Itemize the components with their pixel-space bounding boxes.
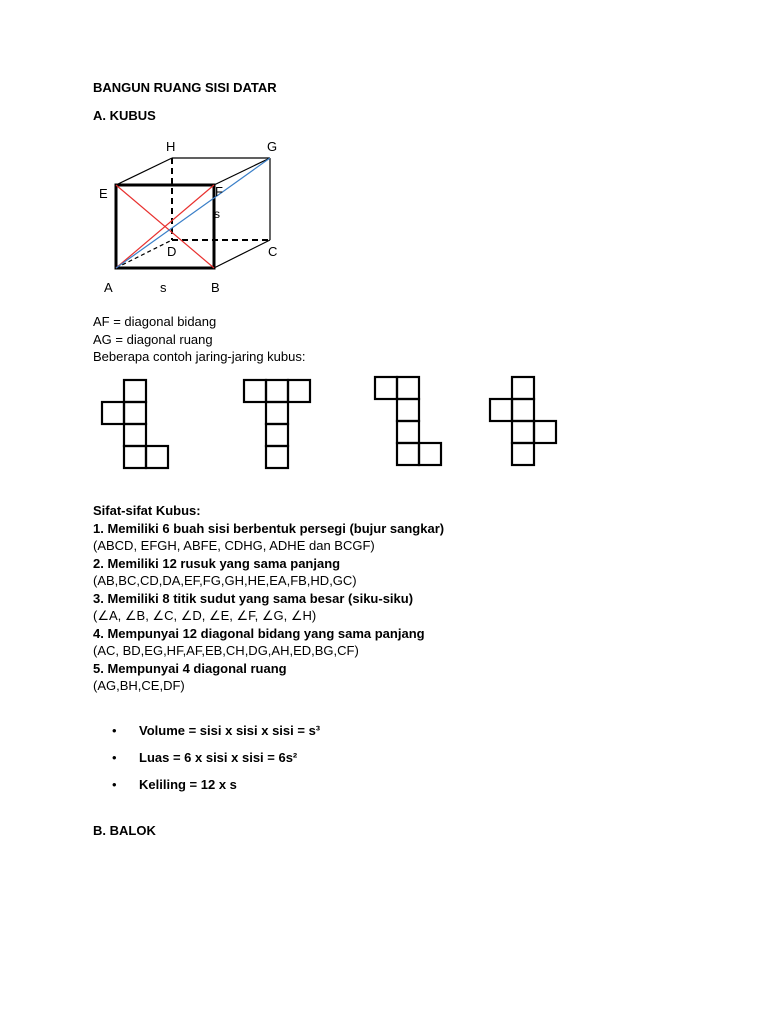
cube-nets	[0, 372, 768, 482]
formula-keliling	[112, 776, 320, 803]
page-title: BANGUN RUANG SISI DATAR	[93, 80, 277, 95]
property-4-detail: (AC, BD,EG,HF,AF,EB,CH,DG,AH,ED,BG,CF)	[93, 643, 359, 658]
formula-volume-text: Volume = sisi x sisi x sisi = s³	[139, 723, 321, 738]
vertex-label-A: A	[104, 280, 113, 295]
definition-ag: AG = diagonal ruang	[93, 331, 213, 347]
formula-luas-text: Luas = 6 x sisi x sisi = 6s²	[139, 750, 298, 765]
vertex-label-H: H	[166, 139, 176, 154]
formula-keliling-text: Keliling = 12 x s	[139, 777, 237, 792]
section-heading-balok: B. BALOK	[93, 823, 156, 838]
edge-FG	[214, 158, 270, 185]
bullet-marker: •	[112, 750, 117, 765]
bullet-marker: •	[112, 723, 117, 738]
section-heading-kubus: A. KUBUS	[93, 108, 156, 123]
vertex-label-D: D	[167, 244, 177, 259]
property-5-detail: (AG,BH,CE,DF)	[93, 678, 185, 693]
property-5-title: 5. Mempunyai 4 diagonal ruang	[93, 660, 287, 676]
formula-luas	[112, 749, 320, 776]
property-3-title: 3. Memiliki 8 titik sudut yang sama besar (siku-siku)	[93, 590, 414, 606]
bottom-label-s: s	[160, 280, 167, 295]
property-1-title: 1. Memiliki 6 buah sisi berbentuk persegi (bujur sangkar)	[93, 520, 445, 536]
property-2-title: 2. Memiliki 12 rusuk yang sama panjang	[93, 555, 341, 571]
vertex-label-E: E	[99, 186, 108, 201]
vertex-label-G: G	[267, 139, 278, 154]
property-2-detail: (AB,BC,CD,DA,EF,FG,GH,HE,EA,FB,HD,GC)	[93, 573, 357, 588]
cube-net-3	[375, 377, 441, 465]
formula-volume	[112, 722, 320, 749]
cube-diagram	[0, 0, 768, 310]
property-3-detail: (∠A, ∠B, ∠C, ∠D, ∠E, ∠F, ∠G, ∠H)	[93, 608, 317, 623]
properties-heading: Sifat-sifat Kubus:	[93, 503, 201, 518]
cube-net-2	[244, 380, 310, 468]
cube-net-4	[490, 377, 556, 465]
vertex-label-C: C	[268, 244, 278, 259]
bullet-marker: •	[112, 777, 117, 792]
edge-BC	[214, 240, 270, 268]
property-1-detail: (ABCD, EFGH, ABFE, CDHG, ADHE dan BCGF)	[93, 538, 375, 553]
property-4-title: 4. Mempunyai 12 diagonal bidang yang sama panjang	[93, 625, 425, 641]
definitions-block	[93, 313, 305, 366]
definition-af: AF = diagonal bidang	[93, 314, 217, 329]
properties-block	[93, 502, 444, 695]
nets-intro: Beberapa contoh jaring-jaring kubus:	[93, 349, 306, 364]
formula-list	[112, 722, 320, 803]
side-label-s: s	[214, 207, 220, 221]
vertex-label-B: B	[211, 280, 220, 295]
cube-net-1	[102, 380, 168, 468]
edge-EH	[116, 158, 172, 185]
vertex-label-F: F	[215, 184, 223, 199]
